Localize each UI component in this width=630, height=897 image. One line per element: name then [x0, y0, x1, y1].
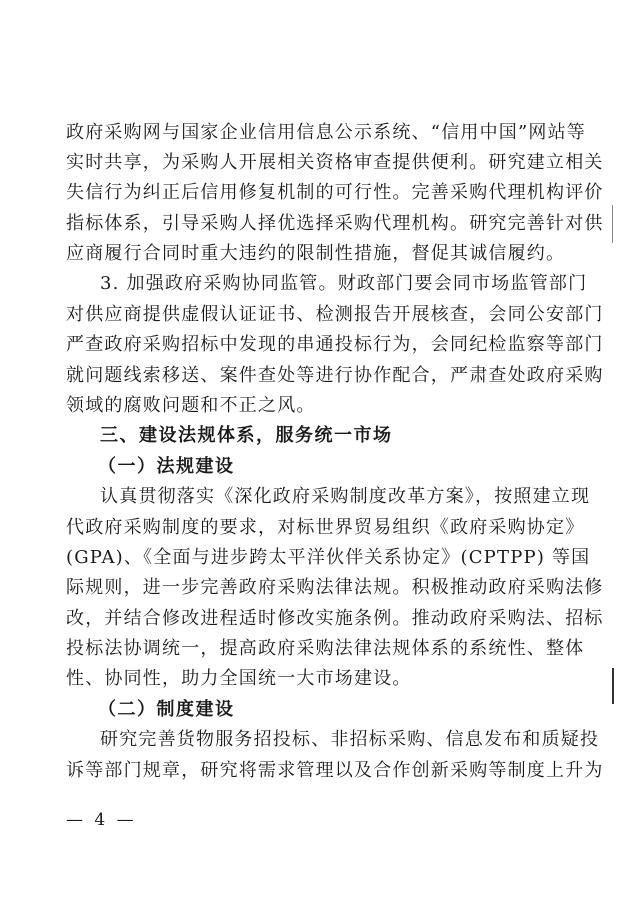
- section-heading: 三、建设法规体系，服务统一市场: [100, 425, 393, 446]
- body-text-line: 严查政府采购招标中发现的串通投标行为，会同纪检监察等部门: [66, 334, 604, 355]
- subsection-heading: （一）法规建设: [98, 456, 235, 477]
- body-text-line: 投标法协调统一，提高政府采购法律法规体系的系统性、整体: [66, 638, 585, 659]
- body-text-line: 就问题线索移送、案件查处等进行协作配合，严肃查处政府采购: [66, 365, 604, 386]
- body-text-line: 政府采购网与国家企业信用信息公示系统、“信用中国”网站等: [66, 122, 587, 143]
- body-text-line: 认真贯彻落实《深化政府采购制度改革方案》，按照建立现: [100, 486, 591, 507]
- body-text-line: 改，并结合修改进程适时修改实施条例。推动政府采购法、招标: [66, 608, 604, 629]
- body-text-line: 诉等部门规章，研究将需求管理以及合作创新采购等制度上升为: [66, 760, 604, 781]
- body-text-line: 应商履行合同时重大违约的限制性措施，督促其诚信履约。: [66, 243, 566, 264]
- body-text-line: 失信行为纠正后信用修复机制的可行性。完善采购代理机构评价: [66, 182, 604, 203]
- body-text-line: (GPA)、《全面与进步跨太平洋伙伴关系协定》(CPTPP) 等国: [66, 547, 591, 568]
- body-text-line: 研究完善货物服务招投标、非招标采购、信息发布和质疑投: [100, 729, 600, 750]
- body-text-line: 代政府采购制度的要求，对标世界贸易组织《政府采购协定》: [66, 517, 585, 538]
- body-text-line: 实时共享，为采购人开展相关资格审查提供便利。研究建立相关: [66, 152, 604, 173]
- scan-edge-mark: [612, 205, 613, 243]
- subsection-heading: （二）制度建设: [98, 699, 235, 720]
- body-text-line: 际规则，进一步完善政府采购法律法规。积极推动政府采购法修: [66, 577, 604, 598]
- body-text-line: 对供应商提供虚假认证证书、检测报告开展核查，会同公安部门: [66, 304, 604, 325]
- body-text-line: 性、协同性，助力全国统一大市场建设。: [66, 668, 412, 689]
- scan-edge-mark: [612, 668, 614, 704]
- page-number: — 4 —: [66, 810, 137, 830]
- body-text-line: 领域的腐败问题和不正之风。: [66, 395, 316, 416]
- body-text-line: 指标体系，引导采购人择优选择采购代理机构。研究完善针对供: [66, 213, 604, 234]
- body-text-line: 3. 加强政府采购协同监管。财政部门要会同市场监管部门: [100, 273, 588, 294]
